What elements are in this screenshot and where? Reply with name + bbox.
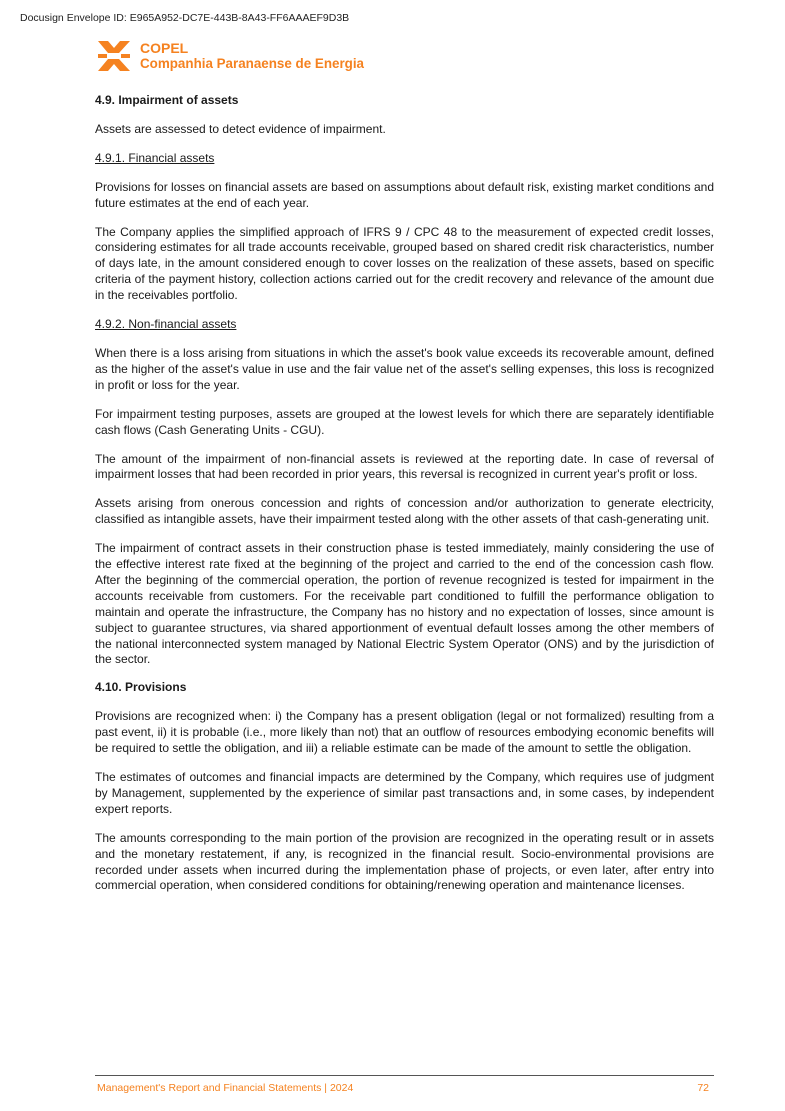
copel-logo-icon [96, 38, 132, 74]
paragraph: Assets are assessed to detect evidence of impairment. [95, 121, 386, 136]
envelope-id: Docusign Envelope ID: E965A952-DC7E-443B-8A43-FF6AAAEF9D3B [20, 12, 350, 24]
section-heading-4-9: 4.9. Impairment of assets [95, 93, 239, 107]
paragraph: When there is a loss arising from situations in which the asset's book value exceeds its recoverable amount, defined as the higher of the asset's value in use and the fair value net of the asset's selling expenses, this loss is recognized in profit or loss for the year. [95, 345, 714, 392]
footer-divider [95, 1075, 714, 1076]
paragraph: Provisions are recognized when: i) the Company has a present obligation (legal or not formalized) resulting from a past event, ii) it is probable (i.e., more likely than not) that an outflow of resources embodying economic benefits will be required to settle the obligation, and iii) a reliable estimate can be made of the amount to settle the obligation. [95, 709, 714, 756]
paragraph: The impairment of contract assets in their construction phase is tested immediately, mainly considering the use of the effective interest rate fixed at the beginning of the project and carried to the end of the concession cash flow. After the beginning of the commercial operation, the portion of revenue recognized is tested for impairment in the accounts receivable from customers. For the receivable part conditioned to fulfill the performance obligation to maintain and operate the infrastructure, the Company has no history and no expectation of losses, since amount is subject to guarantee structures, via shared apportionment of eventual default losses among the other members of the national interconnected system managed by National Electric System Operator (ONS) and by the jurisdiction of the sector. [95, 541, 714, 667]
paragraph: For impairment testing purposes, assets are grouped at the lowest levels for which there are separately identifiable cash flows (Cash Generating Units - CGU). [95, 406, 714, 437]
paragraph: The amounts corresponding to the main portion of the provision are recognized in the operating result or in assets and the monetary restatement, if any, is recognized in the financial result. Socio-environmental provisions are recorded under assets when incurred during the implementation phase of projects, or even later, after entry into commercial operation, when considered conditions for obtaining/renewing operation and maintenance licenses. [95, 830, 714, 893]
paragraph: Assets arising from onerous concession and rights of concession and/or authorization to generate electricity, classified as intangible assets, have their impairment tested along with the other assets of that cash-generating unit. [95, 496, 714, 527]
paragraph: Provisions for losses on financial assets are based on assumptions about default risk, existing market conditions and future estimates at the end of each year. [95, 179, 714, 210]
paragraph: The Company applies the simplified approach of IFRS 9 / CPC 48 to the measurement of expected credit losses, considering estimates for all trade accounts receivable, grouped based on shared credit risk characteristics, number of days late, in the amount considered enough to cover losses on the realization of these assets, based on specific criteria of the payment history, collection actions carried out for the credit recovery and relevance of the amount due in the receivables portfolio. [95, 224, 714, 303]
footer-title: Management's Report and Financial Statements | 2024 [97, 1082, 354, 1094]
paragraph: The estimates of outcomes and financial impacts are determined by the Company, which requires use of judgment by Management, supplemented by the experience of similar past transactions and, in some cases, by independent expert reports. [95, 770, 714, 816]
copel-logo [96, 38, 364, 74]
subsection-heading-4-9-1: 4.9.1. Financial assets [95, 150, 215, 165]
subsection-heading-4-9-2: 4.9.2. Non-financial assets [95, 317, 237, 332]
logo-brand: COPEL [140, 40, 189, 56]
document-body [95, 93, 714, 907]
paragraph: The amount of the impairment of non-financial assets is reviewed at the reporting date. In case of reversal of impairment losses that had been recorded in prior years, this reversal is recognized in current year's profit or loss. [95, 451, 714, 482]
logo-company-name: Companhia Paranaense de Energia [140, 56, 364, 71]
section-heading-4-10: 4.10. Provisions [95, 680, 187, 695]
page-number: 72 [697, 1082, 709, 1094]
